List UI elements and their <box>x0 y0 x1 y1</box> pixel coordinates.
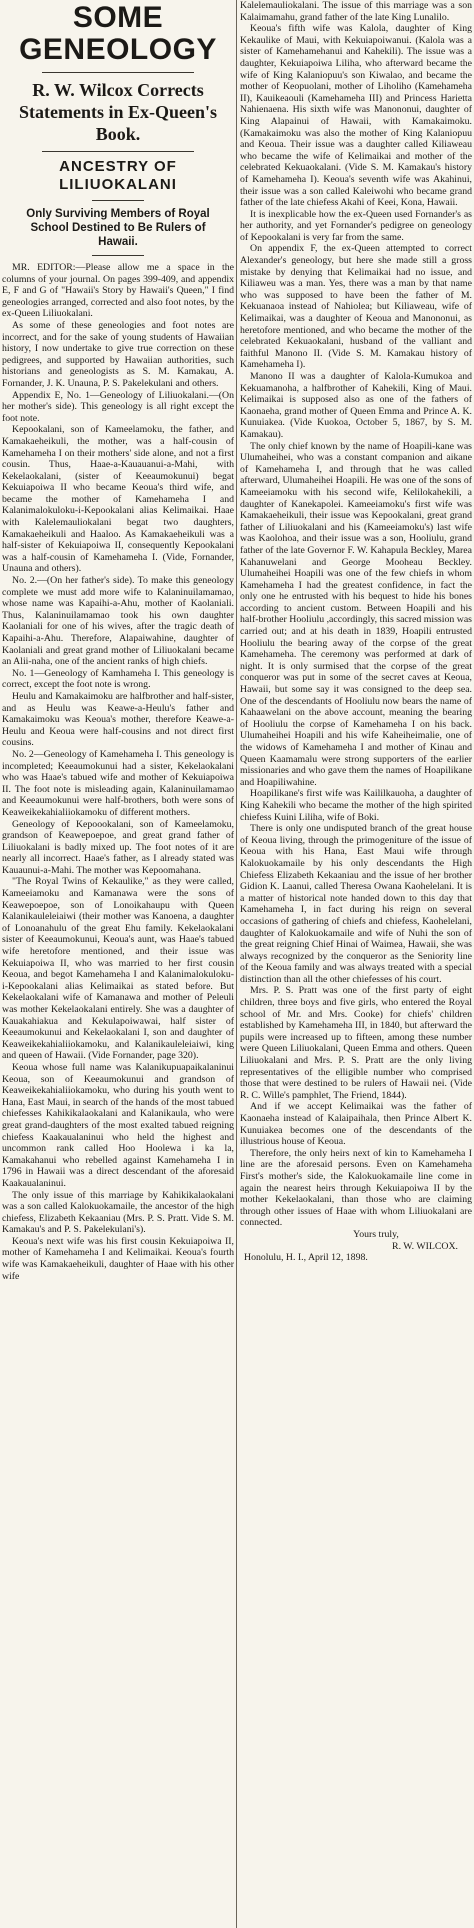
paragraph: And if we accept Kelimaikai was the father of Kaonaeha instead of Kalaipaihala, then Prince Albert K. Kunuiakea becomes one of the descendants of the illustrious house of Keoua. <box>240 1101 472 1148</box>
headline-main: SOME GENEOLOGY <box>19 1 217 66</box>
paragraph: On appendix F, the ex-Queen attempted to correct Alexander's geneology, but here she made still a gross mistake by denying that Kelimaikai had no issue, and Kiliaweu was a man. Yes, there was a man by that name who was supposed to have been the father of M. Kekuanaoa instead of Nahiolea; but Kiliaweau, wife of Kelimaikai, was a daughter of Keoua and Manononui, as heretofore mentioned, and who became the mother of the celebrated Kekuaokalani, husband of the valliant and faithful Manono II. (Vide S. M. Kamakau history of Kamehameha I). <box>240 243 472 371</box>
paragraph: The only chief known by the name of Hoapili-kane was Ulumaheihei, who was a constant companion and aikane of Kamehameha I, and through that he was called afterward, Ulumaheihei Hoapili. He was one of the sons of Kameeiamoku with his second wife, Kelilokahekili, a daughter of Kanekapolei. Kameeiamoku's first wife was Kamakaeheikuli, their issue was Kepookalani, great grand father of Liliuokalani and his (Kameeiamoku's) last wife was Kaolohoa, and their issue was a son, Hooliulu, grand father of the late Governor F. W. Kahapula Beckley, Marea Kahanuwelani and George Mooheau Beckley. Ulumaheihei Hoapili was one of the few chiefs in whom Kamehameha I had the greatest confidence, in fact the only one he entrusted with his bequest to hide his bones according to ancient custom. Between Hoapili and his half-brother Hooliulu ,accordingly, this sacred mission was carried out; and at his death in 1839, Hoapili entrusted Hooliulu the bearing away of the corpse of the great Kamehameha. The ceremony was performed at dark of night. It is only surmised that the corpse of the great conqueror was put in some of the secret caves at Keoua, Hawaii, but some say it was consigned to the deep sea. One of the descendants of Hooliulu now bears the name of Kahaawelani on the above account, meaning the bearing of Hooliulu the corpse of Kamehameha I on his back. Ulumaheihei Hoapili and his wife Kaheiheimalie, one of the widows of Kamehameha I and mother of Kinau and Queen Kaamamalu were strong supporters of the earlier missionaries and who gave them the names of Hoapilikane and Hoapiliwahine. <box>240 440 472 788</box>
headline-deck: Only Surviving Members of Royal School Destined to Be Rulers of Hawaii. <box>26 208 210 248</box>
divider-rule <box>92 200 144 201</box>
right-column <box>240 0 472 1928</box>
paragraph: Geneology of Kepoookalani, son of Kameelamoku, grandson of Keawepoepoe, and great grand father of Liliuokalani is badly mixed up. The foot notes of it are nearly all incorrect. Haae's father, as I already stated was Kauaunui-a-Mahi. The mother was Kepoomahana. <box>2 818 234 876</box>
paragraph: No. 1—Geneology of Kamhameha I. This geneology is correct, except the foot note is wrong. <box>2 667 234 691</box>
headline-sub2: ANCESTRY OF LILIUOKALANI <box>59 158 177 193</box>
paragraph: There is only one undisputed branch of the great house of Keoua living, through the primogeniture of the issue of Keoua with his Hana, East Maui wife through Kalokuokamaile by his only descendants the High Chiefess Elizabeth Kekaaniau and the issue of her brother Gidion K. Laanui, called Theresa Owana Kaohelelani. It is a matter of historical note handed down to this day that Kamehameha I, in fact during his reign on several occasions of gathering of chiefs and chiefess, Kaohelelani, daughter of Kalokuokamaile and wife of Nuhi the son of the great reigning Chief Hinai of Waimea, Hawaii, she was always recognized by the conqueror as the Seniority line of the Keoua family and was always treated with a special distinction than all the other chiefesses of his court. <box>240 823 472 985</box>
paragraph: MR. EDITOR:—Please allow me a space in the columns of your journal. On pages 399-409, and appendix E, F and G of "Hawaii's Story by Hawaii's Queen," I find geneologies arranged, corrected and also foot notes, by the ex-Queen Liliuokalani. <box>2 262 234 320</box>
paragraph: It is inexplicable how the ex-Queen used Fornander's as her authority, and yet Fornander's pedigree on geneology of Kepookalani is very far from the same. <box>240 208 472 243</box>
left-article-body <box>2 262 234 1282</box>
divider-rule <box>42 151 194 152</box>
paragraph: Appendix E, No. 1—Geneology of Liliuokalani.—(On her mother's side). This geneology is all right except the foot note. <box>2 389 234 424</box>
signature-place-date: Honolulu, H. I., April 12, 1898. <box>244 1252 368 1264</box>
paragraph: The only issue of this marriage by Kahikikalaokalani was a son called Kalokuokamaile, the ancestor of the high chiefess, Elizabeth Kekaaniau (Mrs. P. S. Pratt. Vide S. M. Kamakau's and P. S. Pakelekulani's). <box>2 1189 234 1236</box>
divider-rule <box>42 72 194 73</box>
paragraph: Keoua whose full name was Kalanikupuapaikalaninui Keoua, son of Keeaumokunui and grandson of Keaweikekahialiiokamoku, who during his youth went to Hana, East Maui, in search of the hands of the most tabued chiefesses Kahikikalaokalani and Kalanikaula, who were great grand-daughters of the most exalted tabued reigning chiefess Kaakaualaninui who held the highest and uncommon rank called Hoo Hoolewa i ka la, Kamakahanui who rebelled against Kamehameha I in 1796 in Hawaii was a direct descendant of the aforesaid Kaakaualaninui. <box>2 1061 234 1189</box>
headline-sub: R. W. Wilcox Corrects Statements in Ex-Queen's Book. <box>19 80 217 144</box>
paragraph: Mrs. P. S. Pratt was one of the first party of eight children, three boys and five girls, who entered the Royal school of Mr. and Mrs. Cooke) for chiefs' children established by Kamehameha III, in 1840, but afterward the pupils were increased up to fifteen, among these number were Queen Liliuokalani, Queen Emma and others. Queen Liliuokalani and Mrs. P. S. Pratt are the only living representatives of the elligible number who comprised those that were destined to be rulers of Hawaii nei. (Vide R. C. Wille's pamphlet, The Friend, 1844). <box>240 985 472 1101</box>
paragraph: Kepookalani, son of Kameelamoku, the father, and Kamakaeheikuli, the mother, was a half-cousin of Kamehameha I on their mothers' side alone, and not a first cousin. Thus, Haae-a-Kauauanui-a-Mahi, with Kekelaokalani, (sister of Keeaumokunui) begat Kekuiapoiwa II who became Keoua's third wife, and became the mother of Kamehameha I and Kalanimalokuloku-i-Kepookalani alias Kelimaikai. Haae with Kalelemauliokalani begat two daughters, Kamakaeheikuli and Haaloo. As Kamakaeheikuli was a half-sister of Kekuiapoiwa II, consequently Kepookalani was a half-cousin of Kamehameha I. (Vide, Fornander, Unauna and others). <box>2 424 234 575</box>
paragraph: Hoapilikane's first wife was Kaililkauoha, a daughter of King Kahekili who became the mother of the high spirited chiefess Kuini Liliha, wife of Boki. <box>240 788 472 823</box>
column-divider <box>236 0 237 1928</box>
signature-name: R. W. WILCOX. <box>392 1240 458 1252</box>
right-article-body <box>240 0 472 1229</box>
paragraph: No. 2.—(On her father's side). To make this geneology complete we must add more wife to Kalaninuilamamao, whose name was Kapaihi-a-Ahu, mother of Kaolaniali. Thus, Kalaninuilamamao took his own daughter Kaolaniali for one of his wives, after the tragic death of Kapaihi-a-Ahu. Therefore, Alapaiwahine, daughter of Kaolaniali and great grand mother of Liliuokalani became an Alii-naha, one of the ancient ranks of high chiefs. <box>2 575 234 668</box>
paragraph: Therefore, the only heirs next of kin to Kamehameha I line are the aforesaid persons. Even on Kamehameha First's mother's side, the Kalokuokamaile line come in again the nearest heirs through Kekuiapoiwa II by the mother Kekelaokalani, than those who are claiming through other issues of Haae with whom Liliuokalani are connected. <box>240 1147 472 1229</box>
paragraph: Keoua's next wife was his first cousin Kekuiapoiwa II, mother of Kamehameha I and Kelimaikai. Keoua's fourth wife was Kamakaeheikuli, daughter of Haae with his other wife <box>2 1235 234 1282</box>
left-column <box>2 0 234 1928</box>
paragraph: Manono II was a daughter of Kalola-Kumukoa and Kekuamanoha, a halfbrother of Kahekili, King of Maui. Kelimaikai is supposed also as one of the fathers of Kaonaeha, grand mother of Queen Emma and Prince A. K. Kunuiakea. (Vide Kuokoa, October 5, 1867, by S. M. Kamakau). <box>240 371 472 440</box>
paragraph: Keoua's fifth wife was Kalola, daughter of King Kekaulike of Maui, with Kekuiapoiwanui. (Kalola was a sister of Kamehamehanui and Kahekili). The issue was a daughter, Kekuiapoiwa Liliha, who afterward became the wife of King Kalaniopuu's son Kiwalao, and became the mother of Keopuolani, mother of Liholiho (Kamehameha II), Kauikeaouli (Kamehameha III) and Princess Harietta Nahienaena. His sixth wife was Manononui, daughter of King Alapainui of Hawaii, with Kamakaimoku. (Kamakaimoku was also the mother of King Kalaniopuu and Keoua. Their issue was a daughter called Kiliaweau who became the wife of Kelimaikai and mother of the celebrated Kekuaokalani. (Vide S. M. Kamakau's history of Kamehameha I). Keoua's seventh wife was Akahinui, their issue was a son called Kaleiwohi who became grand father of the late chiefess Akahi of Keei, Kona, Hawaii. <box>240 23 472 209</box>
paragraph: Kalelemauliokalani. The issue of this marriage was a son Kalaimamahu, grand father of the late King Lunalilo. <box>240 0 472 23</box>
paragraph: As some of these geneologies and foot notes are incorrect, and for the sake of young students of Hawaiian history, I now undertake to give true correction on these pedigrees, and supported by Hawaiian authorities, such historians and geneologists as S. M. Kamakau, A. Fornander, J. K. Unauna, P. S. Pakelekulani and others. <box>2 319 234 389</box>
divider-rule <box>92 255 144 256</box>
paragraph: No. 2—Geneology of Kamehameha I. This geneology is incompleted; Keeaumokunui had a sister, Kekelaokalani who was Haae's tabued wife and mother of Kekuiapoiwa II. The foot note is misleading again, Kalaninuilamamao and Keeaumokunui were half-brothers, both were sons of Keaweikekahialiiokamoku of different mothers. <box>2 748 234 818</box>
signature-closing: Yours truly, <box>353 1228 399 1240</box>
paragraph: Heulu and Kamakaimoku are halfbrother and half-sister, and as Heulu was Keawe-a-Heulu's father and Kamakaimoku was Keoua's mother, therefore Keawe-a-Heulu and Keoua were half-cousins and not direct first cousins. <box>2 690 234 749</box>
paragraph: "The Royal Twins of Kekaulike," as they were called, Kameeiamoku and Kamanawa were the sons of Keawepoepoe, son of Lonoikahaupu with Queen Kalanikauleleiaiwi (their mother was Kanoena, a daughter of Lonoanahulu of the great Ehu family. Kekelaokalani sister of Keeaumokunui, Keoua's aunt, was Haae's tabued wife heretofore mentioned, and their issue was Kekuiapoiwa II, who was married to her first cousin Keoua, and begot Kamehameha I and Kalanimalokuloku-i-Kepookalani alias Kelimaikai as stated before. But Kekelaokalani wife of Kamanawa and mother of Peleuli was mother Kekelaokalani entirely. She was a daughter of Kauakahiakua and Kekulapoiwawai, half sister of Keeaumokunui and Kekelaokalani I, son and daughter of Keaweikekahialiiokamoku, and Kalanikauleleiaiwi, king and queen of Hawaii. (Vide Fornander, page 320). <box>2 876 234 1062</box>
